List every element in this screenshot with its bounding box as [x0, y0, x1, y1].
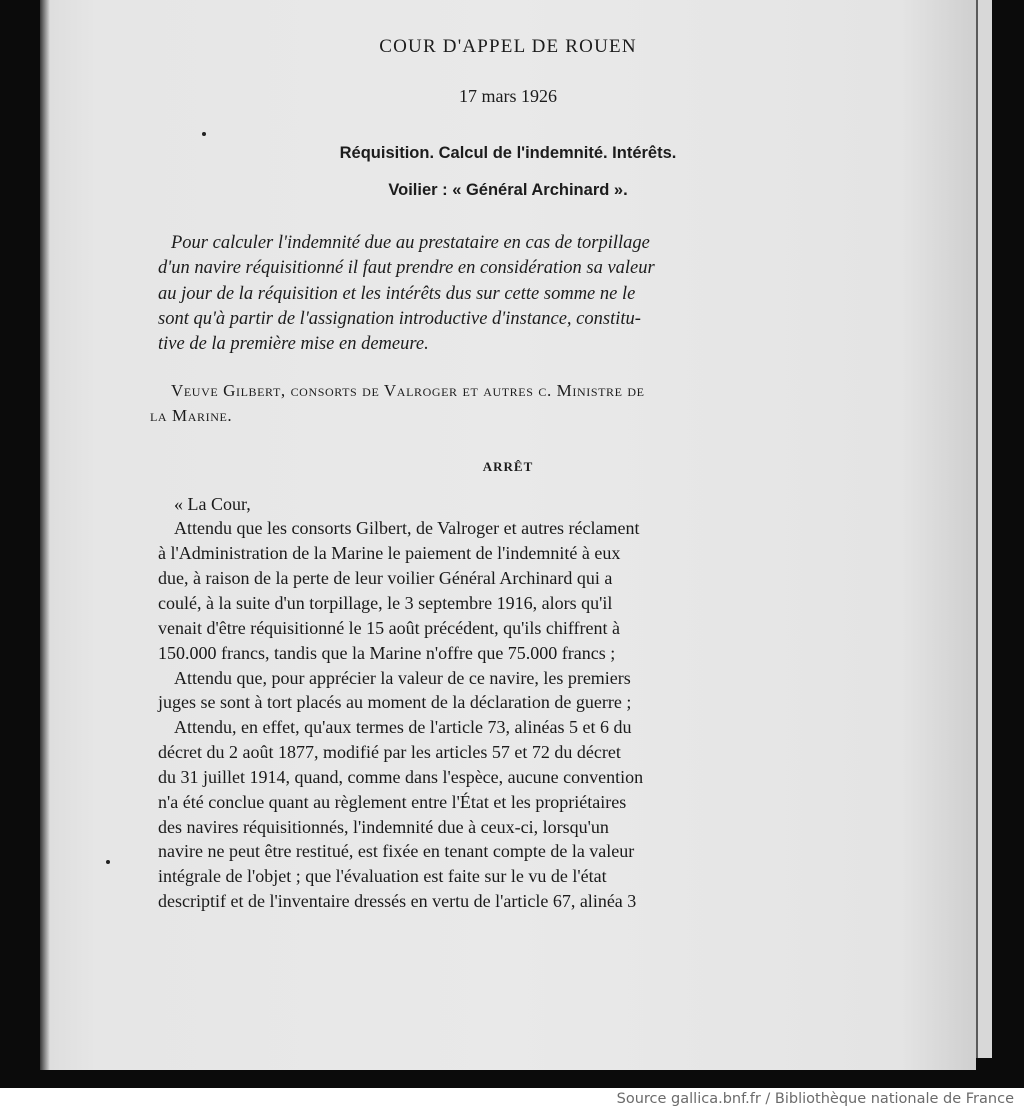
body-line: venait d'être réquisitionné le 15 août précédent, qu'ils chiffrent à [158, 618, 620, 638]
ink-speck [106, 860, 110, 864]
decision-date: 17 mars 1926 [459, 86, 557, 106]
body-line: « La Cour, [174, 494, 251, 514]
court-heading: COUR D'APPEL DE ROUEN [379, 36, 637, 57]
parties-line: Veuve Gilbert, consorts de Valroger et autres c. Ministre de [171, 381, 645, 400]
summary-line: sont qu'à partir de l'assignation introductive d'instance, constitu- [158, 309, 641, 329]
body-line: navire ne peut être restitué, est fixée en tenant compte de la valeur [158, 841, 635, 861]
ship-heading: Voilier : « Général Archinard ». [388, 181, 628, 199]
page-edge [976, 0, 992, 1058]
document-page [40, 0, 976, 1070]
body-line: décret du 2 août 1877, modifié par les articles 57 et 72 du décret [158, 742, 621, 762]
arret-heading: ARRÊT [482, 459, 534, 474]
subject-heading: Réquisition. Calcul de l'indemnité. Intérêts. [339, 144, 677, 162]
body-line: Attendu, en effet, qu'aux termes de l'article 73, alinéas 5 et 6 du [174, 717, 632, 737]
source-credit: Source gallica.bnf.fr / Bibliothèque nationale de France [616, 1091, 1014, 1107]
body-line: du 31 juillet 1914, quand, comme dans l'espèce, aucune convention [158, 767, 644, 787]
body-line: juges se sont à tort placés au moment de la déclaration de guerre ; [158, 692, 632, 712]
body-line: descriptif et de l'inventaire dressés en vertu de l'article 67, alinéa 3 [158, 891, 637, 911]
body-line: intégrale de l'objet ; que l'évaluation est faite sur le vu de l'état [158, 866, 607, 886]
body-line: Attendu que, pour apprécier la valeur de ce navire, les premiers [174, 668, 631, 688]
ink-speck [202, 132, 206, 136]
body-line: Attendu que les consorts Gilbert, de Valroger et autres réclament [174, 518, 640, 538]
summary-line: Pour calculer l'indemnité due au prestataire en cas de torpillage [171, 233, 650, 253]
body-line: n'a été conclue quant au règlement entre l'État et les propriétaires [158, 792, 627, 812]
body-line: coulé, à la suite d'un torpillage, le 3 septembre 1916, alors qu'il [158, 593, 613, 613]
binding-shadow [40, 0, 50, 1070]
body-line: à l'Administration de la Marine le paiement de l'indemnité à eux [158, 543, 621, 563]
summary-line: d'un navire réquisitionné il faut prendre en considération sa valeur [158, 258, 655, 278]
body-line: due, à raison de la perte de leur voilier Général Archinard qui a [158, 568, 613, 588]
summary-line: au jour de la réquisition et les intérêts dus sur cette somme ne le [158, 284, 636, 304]
parties-line: la Marine. [150, 406, 233, 425]
body-line: 150.000 francs, tandis que la Marine n'offre que 75.000 francs ; [158, 643, 616, 663]
summary-line: tive de la première mise en demeure. [158, 334, 429, 354]
body-line: des navires réquisitionnés, l'indemnité due à ceux-ci, lorsqu'un [158, 817, 609, 837]
